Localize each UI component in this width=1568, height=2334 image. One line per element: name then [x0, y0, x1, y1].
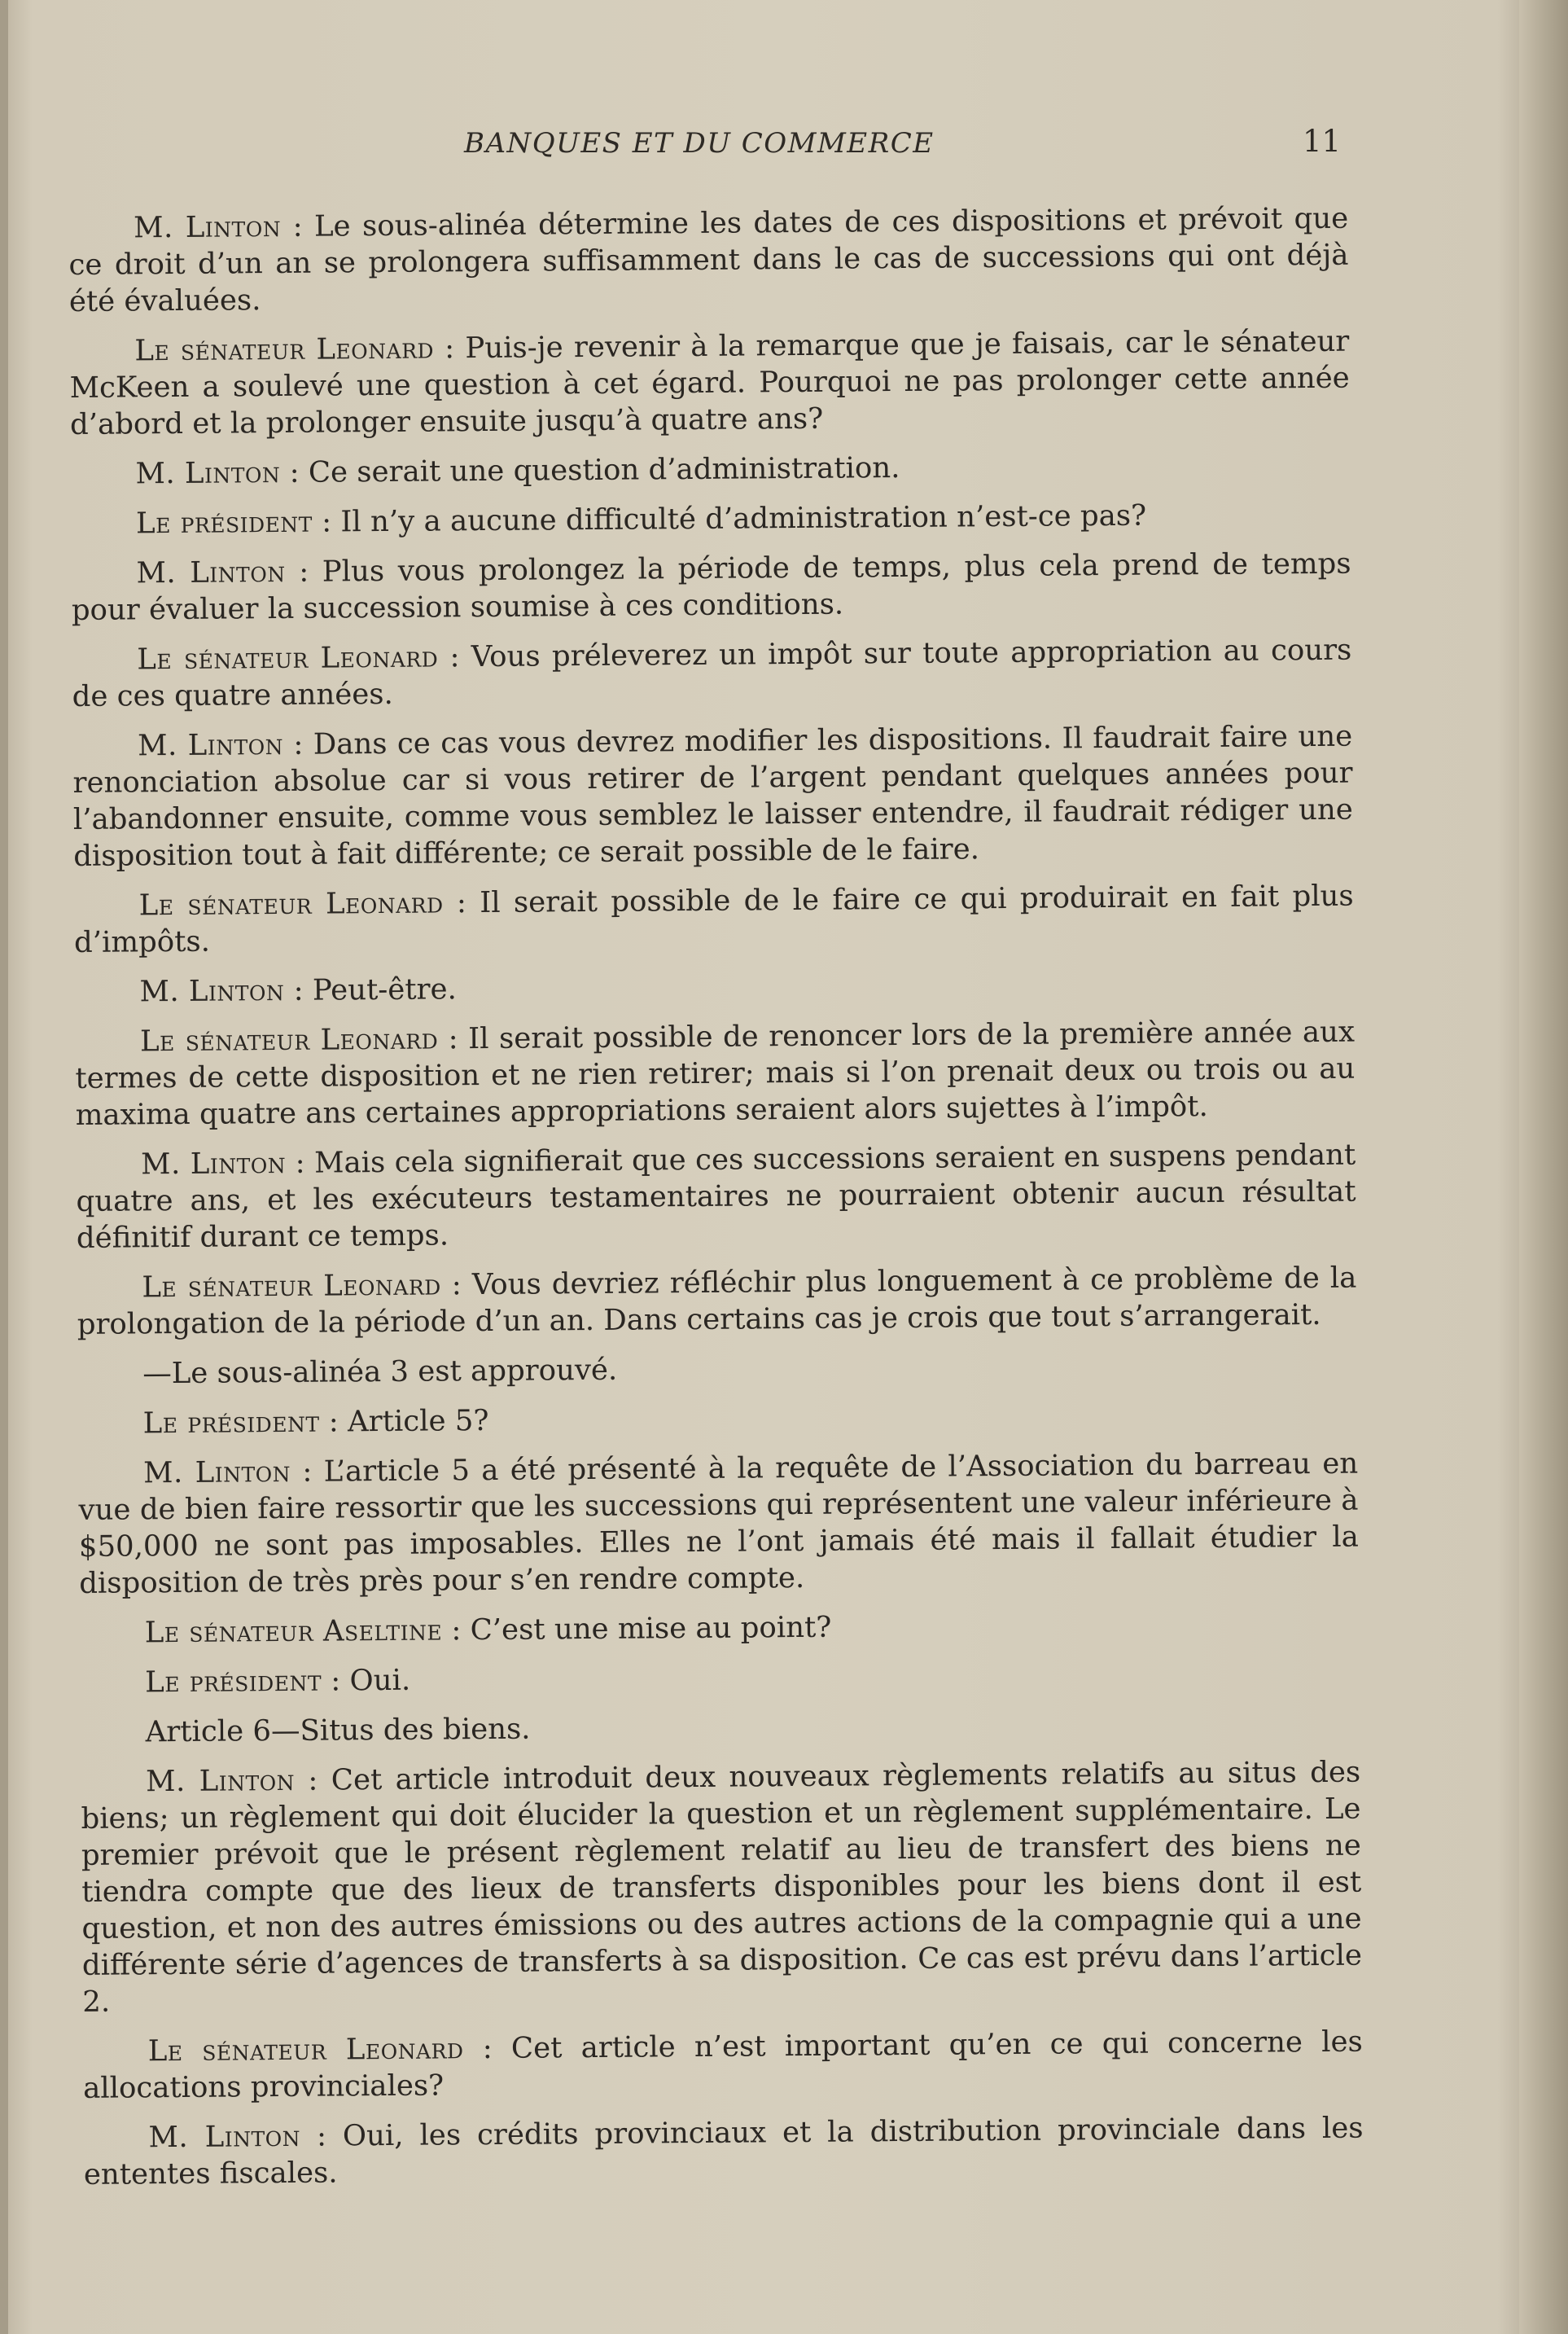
paragraph: [81, 1704, 1360, 1751]
page-number: 11: [1303, 124, 1342, 159]
paragraph-text: —Le sous-alinéa 3 est approuvé.: [142, 1353, 618, 1391]
paragraph-text: : Ce serait une question d’administration.: [280, 450, 900, 489]
speaker-name: Le président: [135, 505, 313, 541]
paragraph: [74, 964, 1354, 1011]
paragraph-text: : Vous préleverez un impôt sur toute appropriation au cours de ces quatre années.: [72, 633, 1352, 713]
paragraph-text: : Cet article introduit deux nouveaux règlements relatifs au situs des biens; un règlement qui doit élucider la question et un règlement supplémentaire. Le premier prévoit que le présent règlement relatif au lieu de transfert des biens ne tiendra compte que des lieux de transferts disponibles pour les biens dont il est question, et non des autres émissions ou des autres actions de la compagnie qui a une différente série d’agences de transferts à sa disposition. Ce cas est prévu dans l’article 2.: [81, 1755, 1363, 2019]
speaker-name: Le sénateur Leonard: [147, 2032, 464, 2069]
speaker-name: M. Linton: [148, 2119, 301, 2155]
paragraph: [77, 1346, 1357, 1393]
speaker-name: M. Linton: [136, 555, 286, 590]
paragraph-text: : Il serait possible de renoncer lors de la première année aux termes de cette disposition et ne rien retirer; mais si l’on prenait deux ou trois ou au maxima quatre ans certaines appropriations seraient alors sujettes à l’impôt.: [75, 1015, 1356, 1132]
page-binding-edge: [1519, 0, 1568, 2334]
paragraph: [69, 323, 1350, 443]
paragraph: [70, 446, 1350, 493]
paragraph: [68, 200, 1349, 320]
paragraph-text: : Le sous-alinéa détermine les dates de ces dispositions et prévoit que ce droit d’un an se prolongera suffisamment dans le cas de successions qui ont déjà été évaluées.: [68, 201, 1349, 318]
speaker-name: Le sénateur Leonard: [139, 1022, 439, 1059]
paragraph-text: : L’article 5 a été présenté à la requête de l’Association du barreau en vue de bien faire ressortir que les successions qui représentent une valeur inférieure à $50,000 ne sont pas imposables. Elles ne l’ont jamais été mais il fallait étudier la disposition de très près pour s’en rendre compte.: [78, 1446, 1360, 1600]
paragraph-text: : Il serait possible de le faire ce qui produirait en fait plus d’impôts.: [73, 879, 1354, 959]
speaker-name: M. Linton: [145, 1763, 296, 1799]
paragraph-text: : Plus vous prolongez la période de temps, plus cela prend de temps pour évaluer la succession soumise à ces conditions.: [71, 546, 1351, 627]
paragraph: [72, 718, 1353, 875]
paragraph-text: : Il n’y a aucune difficulté d’administration n’est-ce pas?: [312, 498, 1147, 539]
paragraph: [74, 878, 1355, 961]
paragraph: [71, 546, 1351, 629]
page-header: [0, 122, 1568, 163]
paragraph: [81, 1754, 1362, 2020]
speaker-name: Le président: [145, 1664, 322, 1700]
paragraph-text: : Mais cela signifierait que ces successions seraient en suspens pendant quatre ans, et les exécuteurs testamentaires ne pourraient obtenir aucun résultat définitif durant ce temps.: [76, 1138, 1356, 1255]
paragraph-text: : C’est une mise au point?: [441, 1610, 832, 1647]
paragraph: [75, 1014, 1356, 1134]
speaker-name: Le sénateur Leonard: [138, 886, 444, 923]
speaker-name: M. Linton: [139, 973, 285, 1009]
paragraph: [72, 632, 1352, 715]
paragraph-text: : Peut-être.: [284, 972, 457, 1007]
paragraph-text: Article 6—Situs des biens.: [145, 1712, 531, 1749]
speaker-name: M. Linton: [143, 1454, 291, 1490]
speaker-name: Le sénateur Leonard: [137, 640, 439, 677]
speaker-name: Le sénateur Leonard: [134, 331, 435, 368]
paragraph-text: : Vous devriez réfléchir plus longuement à ce problème de la prolongation de la période d’un an. Dans certains cas je crois que tout s’arrangerait.: [77, 1261, 1357, 1341]
speaker-name: Le sénateur Aseltine: [144, 1613, 443, 1650]
paragraph: [78, 1446, 1359, 1602]
paragraph-text: : Oui.: [321, 1663, 411, 1698]
paragraph: [83, 2024, 1364, 2107]
paragraph: [83, 2110, 1364, 2193]
speaker-name: M. Linton: [141, 1146, 287, 1182]
paragraph-text: : Oui, les crédits provinciaux et la distribution provinciale dans les ententes fiscales.: [83, 2111, 1364, 2191]
running-title: BANQUES ET DU COMMERCE: [464, 127, 935, 160]
paragraph: [80, 1655, 1360, 1701]
speaker-name: M. Linton: [135, 455, 281, 491]
paragraph: [77, 1260, 1357, 1343]
speaker-name: Le président: [142, 1405, 320, 1441]
paragraph: [76, 1137, 1356, 1257]
paragraph-text: : Cet article n’est important qu’en ce qui concerne les allocations provinciales?: [82, 2025, 1363, 2105]
speaker-name: M. Linton: [134, 209, 282, 245]
paragraph-text: : Article 5?: [319, 1403, 489, 1439]
paragraph: [71, 496, 1351, 542]
paragraph-text: : Puis-je revenir à la remarque que je faisais, car le sénateur McKeen a soulevé une question à cet égard. Pourquoi ne pas prolonger cette année d’abord et la prolonger ensuite jusqu’à quatre ans?: [69, 324, 1350, 441]
paragraph-text: : Dans ce cas vous devrez modifier les dispositions. Il faudrait faire une renonciation absolue car si vous retirer de l’argent pendant quelques années pour l’abandonner ensuite, comme vous semblez le laisser entendre, il faudrait rédiger une disposition tout à fait différente; ce serait possible de le faire.: [72, 719, 1353, 873]
speaker-name: Le sénateur Leonard: [142, 1268, 441, 1305]
page-left-edge: [0, 0, 8, 2334]
speaker-name: M. Linton: [138, 727, 284, 763]
body-text: [68, 200, 1364, 2206]
paragraph: [80, 1605, 1360, 1652]
paragraph: [78, 1396, 1358, 1442]
